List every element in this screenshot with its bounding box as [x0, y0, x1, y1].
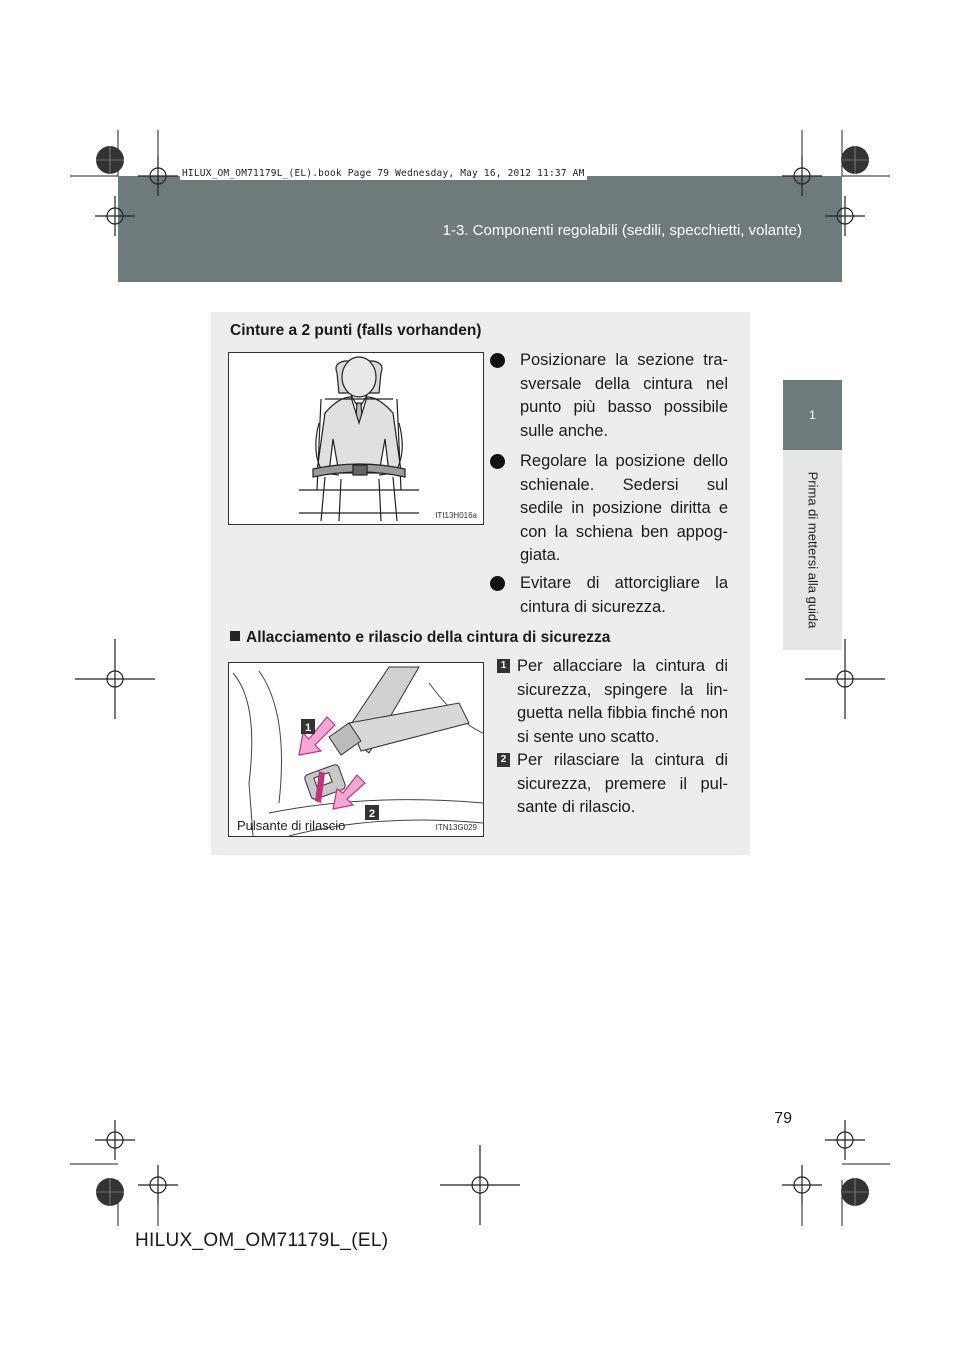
chapter-tab-text: Prima di mettersi alla guida	[805, 471, 820, 629]
section-heading-2-point-belts: Cinture a 2 punti (falls vorhanden)	[230, 322, 482, 339]
figure-code: ITI13H016a	[435, 511, 477, 520]
bullet-item: Regolare la posizione dello schienale. Sedersi sul sedile in posizione diritta e con la schiena ben appog-giata.	[494, 450, 728, 568]
step-item: 2 Per rilasciare la cintura di sicurezza, premere il pul-sante di rilascio.	[497, 749, 728, 820]
figure-caption: Pulsante di rilascio	[237, 818, 346, 833]
bullet-item: Posizionare la sezione tra-sversale della cintura nel punto più basso possibile sulle anche.	[494, 349, 728, 443]
step-item: 1 Per allacciare la cintura di sicurezza, spingere la lin-guetta nella fibbia finché non si sente uno scatto.	[497, 655, 728, 749]
step-badge: 2	[497, 753, 510, 767]
page-number: 79	[774, 1110, 792, 1127]
section-heading-fastening: Allacciamento e rilascio della cintura di sicurezza	[230, 629, 610, 647]
section-title: 1-3. Componenti regolabili (sedili, specchietti, volante)	[442, 222, 802, 239]
bullet-item: Evitare di attorcigliare la cintura di sicurezza.	[494, 572, 728, 619]
step-2-marker: 2	[368, 808, 376, 820]
figure-code: ITN13G029	[435, 823, 477, 832]
document-code: HILUX_OM_OM71179L_(EL)	[135, 1230, 389, 1251]
book-stamp: HILUX_OM_OM71179L_(EL).book Page 79 Wednesday, May 16, 2012 11:37 AM	[182, 168, 585, 179]
chapter-tab-number: 1	[783, 380, 842, 450]
step-1-marker: 1	[304, 722, 312, 734]
step-badge: 1	[497, 659, 510, 673]
